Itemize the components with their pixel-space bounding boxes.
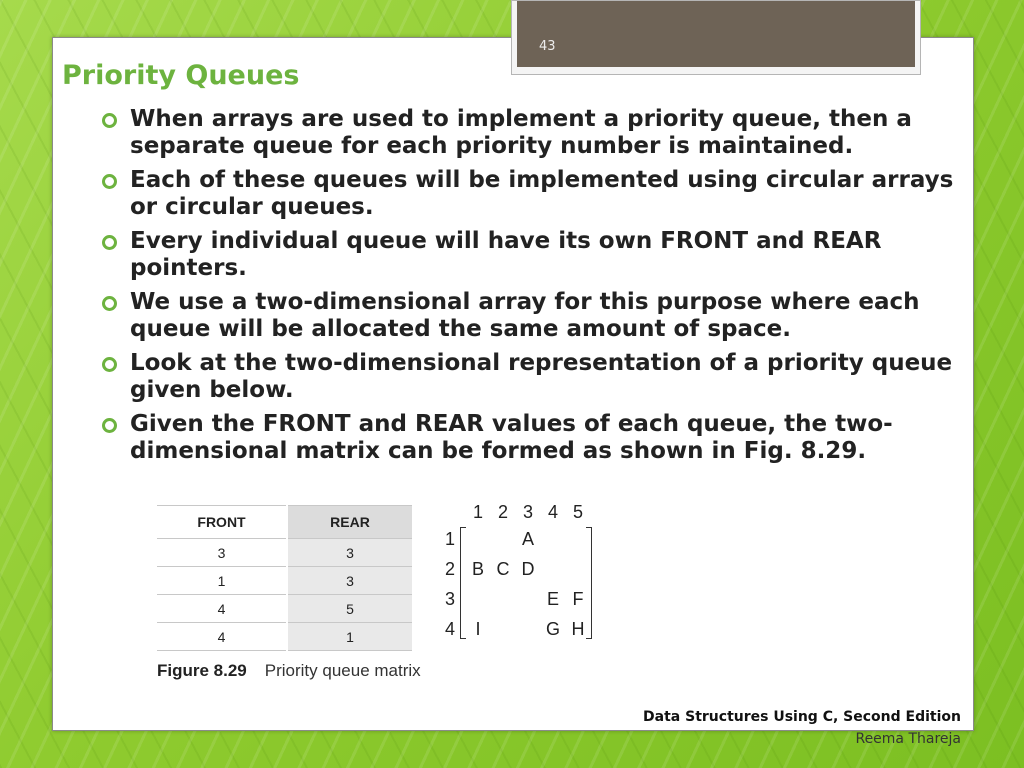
table-cell: 1 xyxy=(287,623,412,651)
matrix-cell: D xyxy=(521,559,535,579)
figure-caption-text: Priority queue matrix xyxy=(264,661,421,680)
matrix-col-label: 1 xyxy=(472,502,483,522)
bullet-text: When arrays are used to implement a priority queue, then a separate queue for each priority number is maintained. xyxy=(130,106,912,159)
table-row xyxy=(157,539,412,567)
table-cell: 4 xyxy=(157,623,287,651)
table-row xyxy=(157,595,412,623)
bullet-item xyxy=(100,167,960,221)
slide-number-tab xyxy=(511,0,921,75)
matrix-cell: E xyxy=(546,589,559,609)
bullet-item xyxy=(100,289,960,343)
footer-book-title: Data Structures Using C, Second Edition xyxy=(643,709,961,725)
bullet-circle-icon xyxy=(102,296,117,311)
table-cell: 3 xyxy=(287,567,412,595)
matrix-row-label: 2 xyxy=(444,559,455,579)
bullet-item xyxy=(100,411,960,465)
table-row xyxy=(157,623,412,651)
rear-header: REAR xyxy=(287,506,412,539)
bullet-circle-icon xyxy=(102,235,117,250)
bullet-text: Every individual queue will have its own FRONT and REAR pointers. xyxy=(130,228,882,281)
bullet-circle-icon xyxy=(102,113,117,128)
slide-number-box xyxy=(517,1,915,67)
front-header: FRONT xyxy=(157,506,287,539)
table-cell: 5 xyxy=(287,595,412,623)
bullet-text: Given the FRONT and REAR values of each queue, the two-dimensional matrix can be formed as shown in Fig. 8.29. xyxy=(130,411,893,464)
bullet-circle-icon xyxy=(102,174,117,189)
slide-title: Priority Queues xyxy=(62,60,300,91)
table-cell: 3 xyxy=(287,539,412,567)
bullet-circle-icon xyxy=(102,418,117,433)
table-cell: 1 xyxy=(157,567,287,595)
bullet-circle-icon xyxy=(102,357,117,372)
matrix-col-label: 5 xyxy=(572,502,583,522)
bullet-item xyxy=(100,350,960,404)
matrix-row-label: 1 xyxy=(444,529,455,549)
bullet-item xyxy=(100,228,960,282)
matrix-cell: F xyxy=(572,589,584,609)
table-cell: 3 xyxy=(157,539,287,567)
matrix-cell: G xyxy=(545,619,560,639)
table-row xyxy=(157,567,412,595)
figure-caption xyxy=(157,661,421,681)
bullet-text: Look at the two-dimensional representation of a priority queue given below. xyxy=(130,350,953,403)
table-cell: 4 xyxy=(157,595,287,623)
matrix-row-label: 3 xyxy=(444,589,455,609)
bullet-list xyxy=(100,106,960,472)
matrix-col-label: 4 xyxy=(547,502,558,522)
matrix-cell: C xyxy=(496,559,510,579)
matrix-col-label: 2 xyxy=(497,502,508,522)
footer-author: Reema Thareja xyxy=(855,731,961,747)
matrix-cell: B xyxy=(471,559,484,579)
matrix-row-label: 4 xyxy=(444,619,455,639)
matrix-cell: A xyxy=(521,529,534,549)
slide-number: 43 xyxy=(539,39,556,54)
front-rear-table xyxy=(157,505,412,651)
bullet-text: We use a two-dimensional array for this purpose where each queue will be allocated the same amount of space. xyxy=(130,289,920,342)
bullet-item xyxy=(100,106,960,160)
priority-queue-matrix xyxy=(440,497,600,647)
matrix-cell: H xyxy=(571,619,585,639)
figure-caption-label: Figure 8.29 xyxy=(157,661,247,680)
bullet-text: Each of these queues will be implemented using circular arrays or circular queues. xyxy=(130,167,954,220)
matrix-cell: I xyxy=(475,619,481,639)
matrix-col-label: 3 xyxy=(522,502,533,522)
